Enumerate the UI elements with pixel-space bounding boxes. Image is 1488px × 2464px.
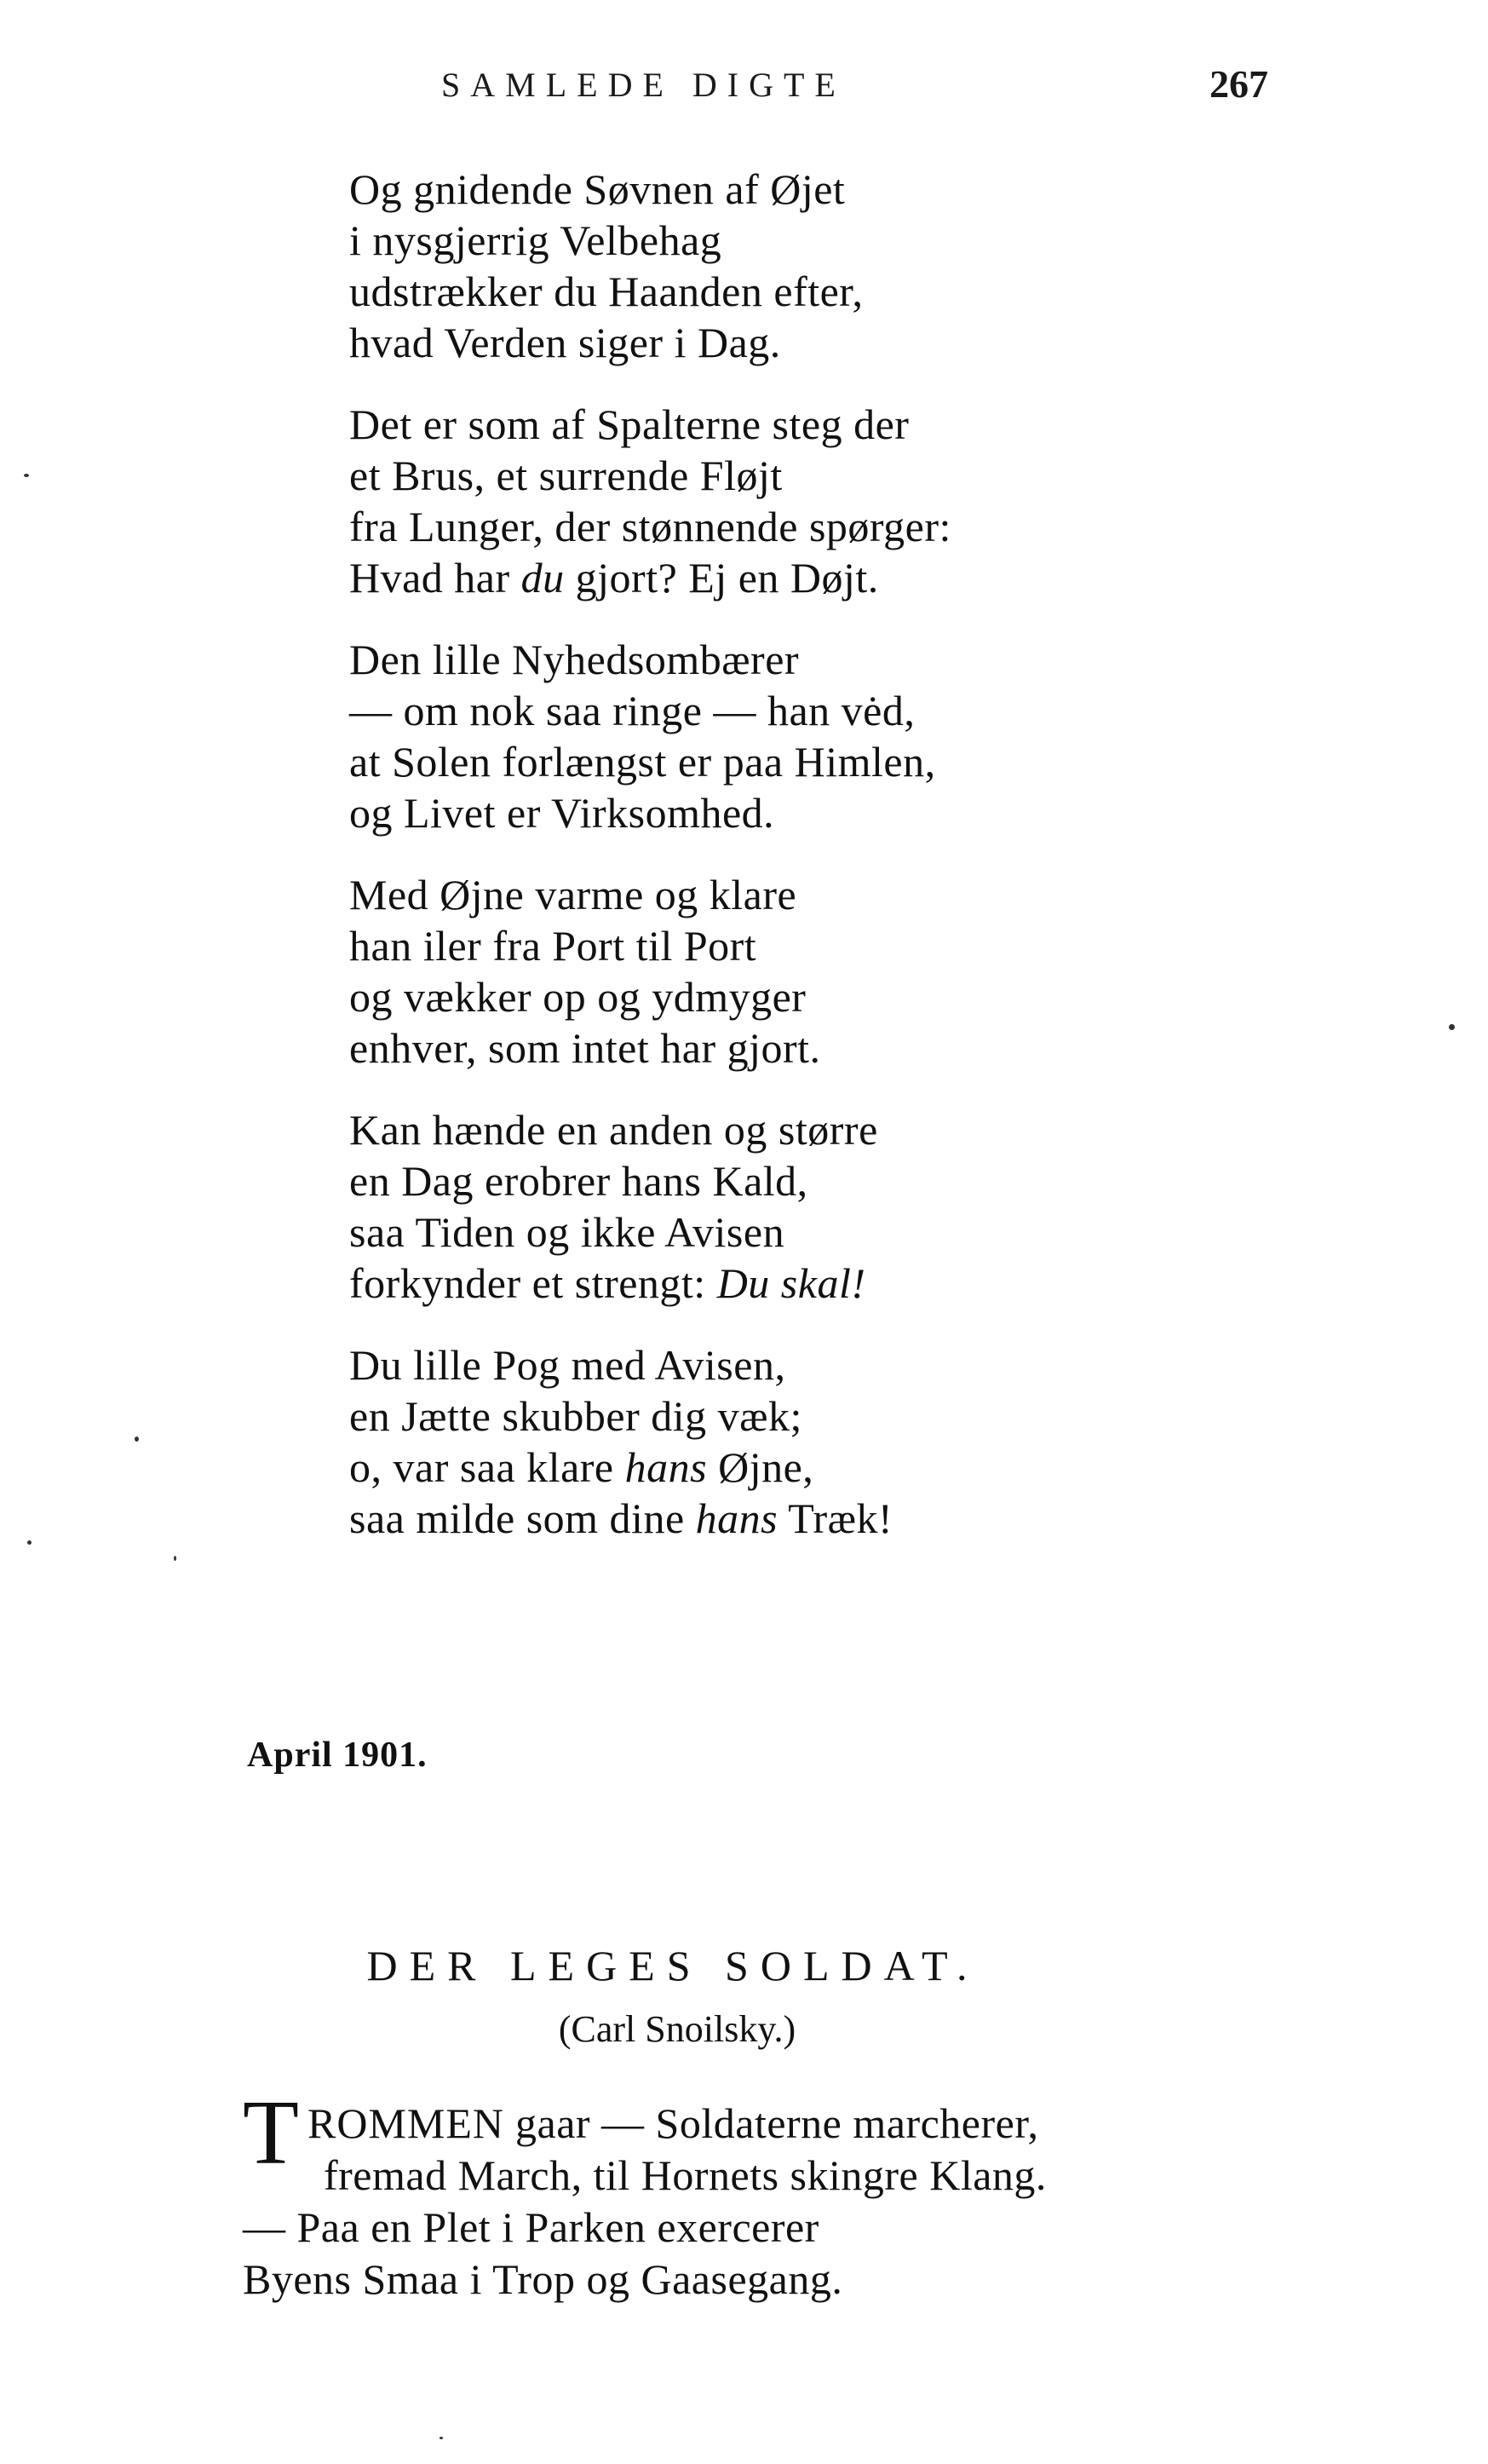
verse-line [349, 552, 1286, 603]
verse-italic: du [520, 554, 565, 602]
verse-line: et Brus, et surrende Fløjt [349, 452, 783, 499]
verse-line: fra Lunger, der stønnende spørger: [349, 503, 951, 550]
verse-line: saa Tiden og ikke Avisen [349, 1208, 785, 1256]
scan-speck [24, 474, 29, 477]
verse-line: Det er som af Spalterne steg der [349, 400, 910, 448]
drop-cap: T [243, 2082, 299, 2184]
poem-soldier [243, 2082, 1469, 2306]
page-number: 267 [1209, 62, 1268, 106]
stanza-6 [349, 1339, 1286, 1544]
verse-line: — om nok saa ringe — han vėd, [349, 687, 916, 734]
verse-italic: hans [695, 1494, 778, 1542]
verse-line: fremad March, til Hornets skingre Klang. [324, 2151, 1047, 2199]
verse-line [349, 1442, 1286, 1493]
verse-line: i nysgjerrig Velbehag [349, 216, 722, 264]
verse-text: Træk! [778, 1494, 893, 1542]
poem-newsboy [349, 164, 1286, 1575]
verse-line: en Jætte skubber dig væk; [349, 1392, 802, 1440]
stanza-5 [349, 1104, 1286, 1309]
verse-line: udstrækker du Haanden efter, [349, 268, 864, 315]
stanza-3 [349, 634, 1286, 838]
verse-line: han iler fra Port til Port [349, 922, 757, 970]
verse-line: og vækker op og ydmyger [349, 973, 807, 1021]
verse-text: saa milde som dine [349, 1494, 696, 1542]
verse-line: enhver, som intet har gjort. [349, 1024, 821, 1072]
verse-italic: hans [624, 1443, 708, 1491]
verse-line: en Dag erobrer hans Kald, [349, 1157, 808, 1205]
verse-text: Hvad har [349, 554, 521, 602]
scan-speck [174, 1556, 176, 1561]
running-head: SAMLEDE DIGTE [441, 66, 846, 104]
verse-line: Byens Smaa i Trop og Gaasegang. [243, 2255, 843, 2303]
verse-line: Den lille Nyhedsombærer [349, 636, 800, 683]
stanza-4 [349, 869, 1286, 1074]
scan-speck [27, 1540, 32, 1545]
verse-line: Med Øjne varme og klare [349, 871, 797, 918]
scan-speck [1449, 1024, 1455, 1030]
verse-line [349, 1258, 1286, 1309]
poem-date: April 1901. [247, 1736, 428, 1775]
first-word-smallcaps: ROMMEN [307, 2099, 505, 2147]
verse-line: at Solen forlængst er paa Himlen, [349, 738, 936, 786]
verse-line: — Paa en Plet i Parken exercerer [243, 2203, 819, 2251]
verse-line: og Livet er Virksomhed. [349, 789, 775, 837]
poem-title: DER LEGES SOLDAT. [366, 1942, 980, 1989]
verse-text: gaar — Soldaterne marcherer, [504, 2099, 1039, 2147]
verse-line: Du lille Pog med Avisen, [349, 1341, 786, 1389]
verse-line [243, 2098, 1469, 2150]
stanza-2 [349, 399, 1286, 603]
scan-speck [440, 2437, 443, 2439]
verse-text: Øjne, [707, 1443, 814, 1491]
verse-text: forkynder et strengt: [349, 1259, 717, 1307]
verse-line: Og gnidende Søvnen af Øjet [349, 165, 846, 213]
poem-author: (Carl Snoilsky.) [558, 2008, 796, 2050]
verse-line [349, 1493, 1286, 1544]
verse-italic: Du skal! [716, 1259, 866, 1307]
verse-line: hvad Verden siger i Dag. [349, 319, 781, 366]
verse-text: gjort? Ej en Døjt. [564, 554, 879, 602]
stanza-1 [349, 164, 1286, 368]
verse-line: Kan hænde en anden og større [349, 1106, 878, 1154]
verse-text: o, var saa klare [349, 1443, 625, 1491]
scan-speck [135, 1436, 139, 1442]
